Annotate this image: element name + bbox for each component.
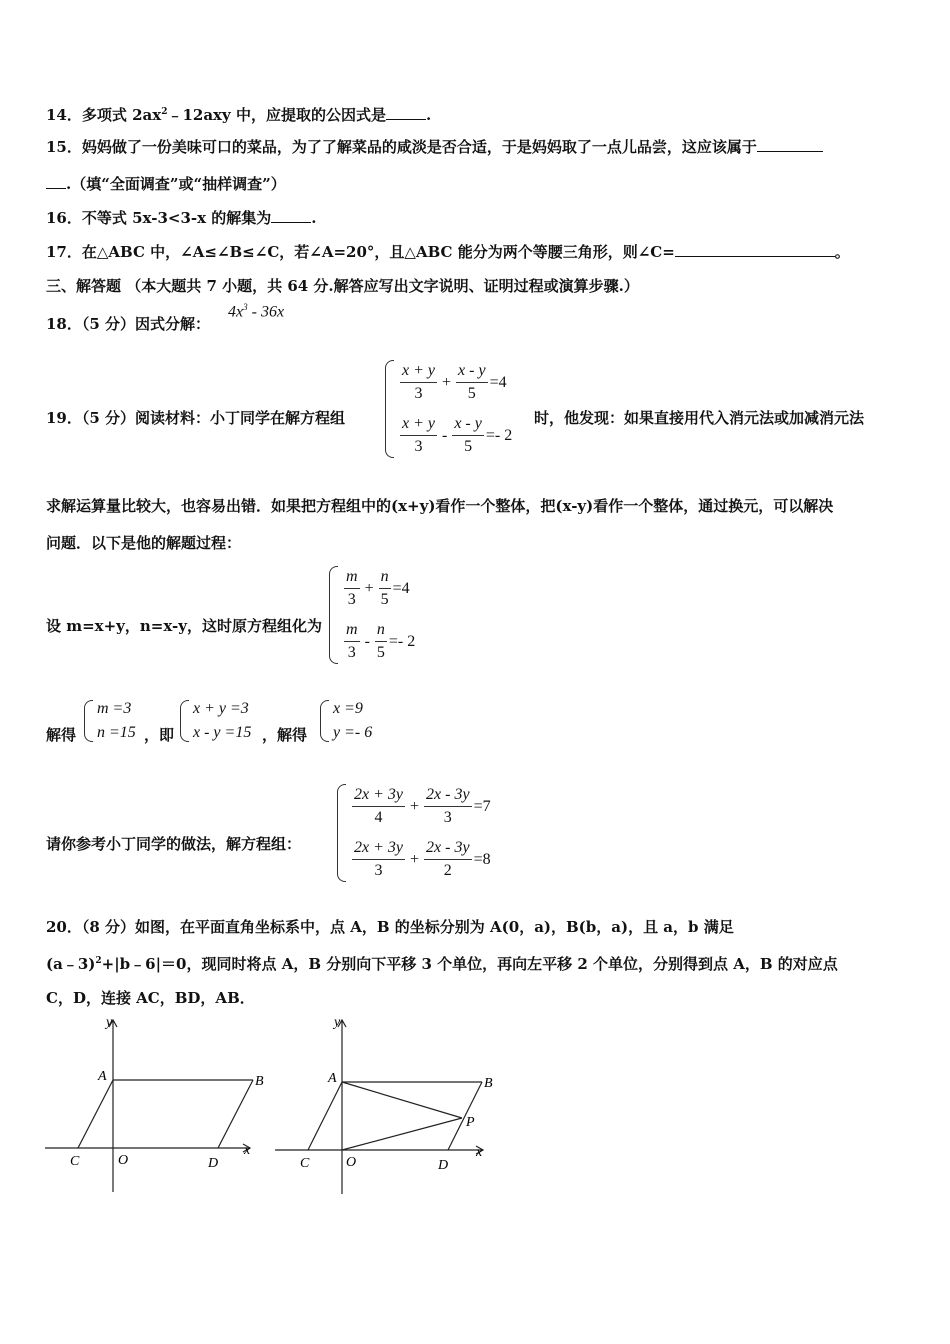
segment-BD [448, 1082, 482, 1150]
q19-intro: 19．（5 分）阅读材料：小丁同学在解方程组 [46, 409, 346, 427]
answer-blank[interactable] [46, 174, 66, 189]
answer-blank[interactable] [675, 242, 835, 257]
segment-AP [342, 1082, 462, 1118]
system-row: $\frac{2x + 3y}{3}$ + $\frac{2x - 3y}{2}$ =8 [354, 839, 491, 879]
q14-line: 14．多项式 $2ax^2﹣12axy$ 中，应提取的公因式是 . [46, 106, 432, 124]
q19-system-original [385, 360, 512, 458]
label-B: B [255, 1074, 264, 1089]
label-O: O [346, 1155, 357, 1170]
system-row: $\frac{x + y}{3}$ - $\frac{x - y}{5}$ =- 2 [402, 415, 513, 455]
label-B: B [484, 1076, 493, 1091]
figure-1-coordinate-plane [40, 1012, 270, 1197]
q20-line-3: C，D，连接 AC，BD，AB． [46, 989, 255, 1007]
q15-line-1: 15．妈妈做了一份美味可口的菜品，为了了解菜品的咸淡是否合适，于是妈妈取了一点儿品尝，这应该属于 [46, 137, 823, 157]
section-heading: 三、解答题 （本大题共 7 小题，共 64 分.解答应写出文字说明、证明过程或演算步骤.） [46, 277, 639, 295]
label-y: y [106, 1015, 113, 1030]
label-P: P [466, 1115, 475, 1130]
q19-solve-label: 解得 [46, 726, 77, 744]
segment-BD [218, 1080, 253, 1148]
answer-blank[interactable] [386, 105, 426, 120]
system-row: $\frac{m}{3}$ - $\frac{n}{5}$ =- 2 [346, 621, 416, 661]
q18-line: 18．（5 分）因式分解： [46, 315, 211, 333]
q20-line-2: (a﹣3)$^2$+|b﹣6|＝0，现同时将点 A，B 分别向下平移 3 个单位，再向左平移 2 个单位，分别得到点 A，B 的对应点 [46, 955, 838, 973]
system-row: $\frac{m}{3}$ + $\frac{n}{5}$ =4 [346, 568, 410, 608]
q16-line: 16．不等式 5x-3<3-x 的解集为 . [46, 209, 317, 227]
system-row: $\frac{x + y}{3}$ + $\frac{x - y}{5}$ =4 [402, 362, 507, 402]
q15-line-2: .（填“全面调查”或“抽样调查”） [46, 174, 286, 194]
label-y: y [334, 1015, 341, 1030]
q19-line-3: 问题．以下是他的解题过程： [46, 534, 242, 552]
answer-blank[interactable] [757, 137, 823, 152]
label-A: A [328, 1071, 337, 1086]
q18-expression: $4x^3 - 36x$ [228, 302, 285, 321]
q19-task: 请你参考小丁同学的做法，解方程组： [46, 835, 302, 853]
q19-solution-mn: m =3 n =15 [84, 700, 136, 742]
q19-intro-after: 时，他发现：如果直接用代入消元法或加减消元法 [534, 409, 865, 427]
segment-AC [78, 1080, 113, 1148]
segment-AC [308, 1082, 342, 1150]
q20-line-1: 20．（8 分）如图，在平面直角坐标系中，点 A，B 的坐标分别为 A(0，a)，B(b，a)，且 a，b 满足 [46, 918, 734, 936]
q19-substitution: 设 m=x+y，n=x-y，这时原方程组化为 [46, 617, 322, 635]
q19-ie-label: ，即 [144, 726, 175, 744]
label-x: x [244, 1143, 251, 1158]
label-x: x [476, 1145, 483, 1160]
answer-blank[interactable] [271, 208, 311, 223]
label-C: C [70, 1154, 80, 1169]
q19-system-xy: x + y =3 x - y =15 [180, 700, 251, 742]
q17-line: 17．在△ABC 中，∠A≤∠B≤∠C，若∠A=20°，且△ABC 能分为两个等腰三角形，则∠C= 。 [46, 243, 850, 261]
system-row: $\frac{2x + 3y}{4}$ + $\frac{2x - 3y}{3}$ =7 [354, 786, 491, 826]
q19-solve-label-2: ，解得 [262, 726, 308, 744]
figure-2-coordinate-plane [270, 1012, 510, 1197]
q19-solution-xy: x =9 y =- 6 [320, 700, 372, 742]
q19-system-substituted [329, 566, 415, 664]
q19-line-2: 求解运算量比较大，也容易出错．如果把方程组中的(x+y)看作一个整体，把(x-y)看作一个整体，通过换元，可以解决 [46, 497, 834, 515]
label-D: D [208, 1156, 219, 1171]
q19-system-task [337, 784, 491, 882]
label-O: O [118, 1153, 129, 1168]
segment-OP [342, 1118, 462, 1150]
label-A: A [98, 1069, 107, 1084]
label-C: C [300, 1156, 310, 1171]
label-D: D [438, 1158, 449, 1173]
